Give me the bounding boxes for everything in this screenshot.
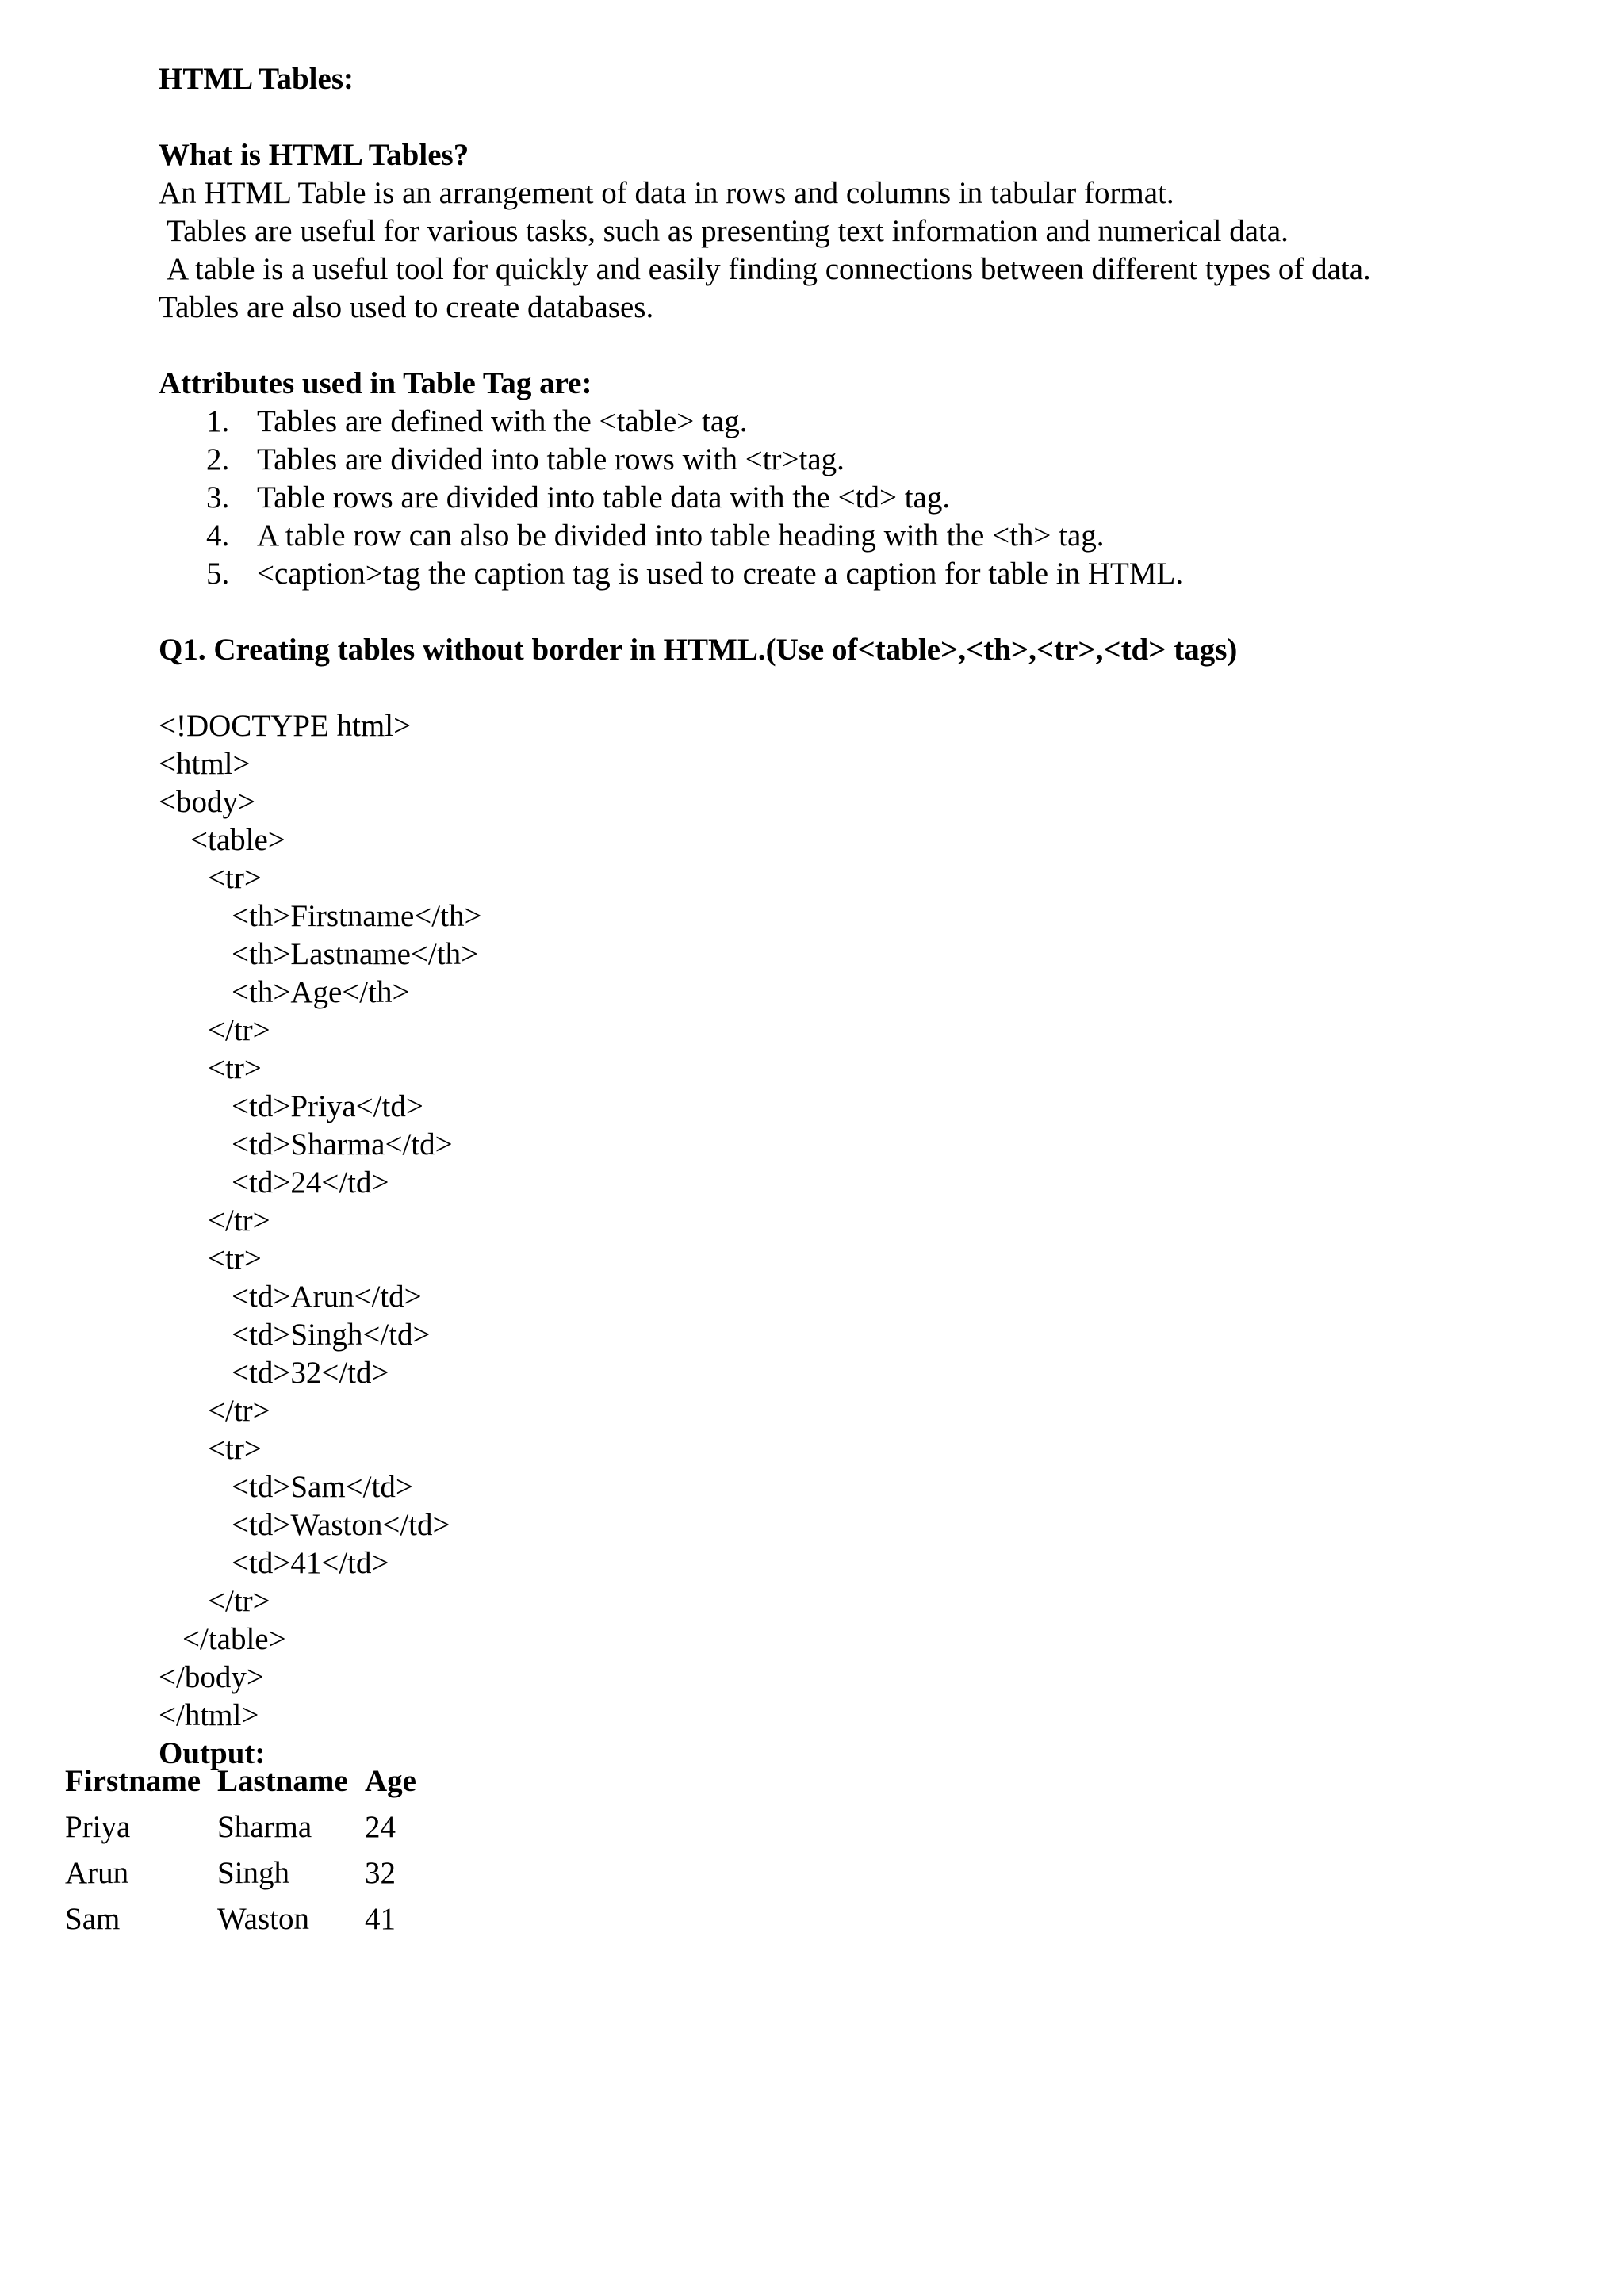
table-cell: 24 bbox=[365, 1810, 396, 1844]
code-line: <td>32</td> bbox=[232, 1356, 389, 1390]
table-cell: Waston bbox=[217, 1902, 310, 1936]
intro-line-1: An HTML Table is an arrangement of data in rows and columns in tabular format. bbox=[159, 176, 1174, 210]
code-line: </table> bbox=[182, 1622, 286, 1656]
code-line: </tr> bbox=[208, 1584, 270, 1618]
code-line: <tr> bbox=[208, 861, 262, 895]
table-header-cell: Firstname bbox=[65, 1764, 201, 1798]
table-cell: Sam bbox=[65, 1902, 121, 1936]
code-line: <tr> bbox=[208, 1432, 262, 1466]
table-cell: Sharma bbox=[217, 1810, 312, 1844]
code-line: <tr> bbox=[208, 1051, 262, 1085]
code-block bbox=[159, 707, 1570, 1735]
table-row bbox=[65, 1804, 428, 1850]
output-table bbox=[65, 1758, 428, 1942]
list-item: 3. Table rows are divided into table data with the <td> tag. bbox=[206, 480, 951, 515]
table-cell: Priya bbox=[65, 1810, 131, 1844]
list-item: 2. Tables are divided into table rows with <tr>tag. bbox=[206, 442, 845, 476]
code-line: <table> bbox=[190, 823, 285, 857]
code-line: <td>41</td> bbox=[232, 1546, 389, 1580]
table-header-row bbox=[65, 1758, 428, 1804]
table-header-cell: Age bbox=[365, 1764, 416, 1798]
code-line: <!DOCTYPE html> bbox=[159, 709, 412, 743]
code-line: </tr> bbox=[208, 1013, 270, 1047]
q1-heading: Q1. Creating tables without border in HTML.(Use of<table>,<th>,<tr>,<td> tags) bbox=[159, 633, 1238, 667]
attrs-heading: Attributes used in Table Tag are: bbox=[159, 366, 592, 400]
code-line: <td>Priya</td> bbox=[232, 1089, 423, 1123]
intro-line-2: Tables are useful for various tasks, such as presenting text information and numerical data. bbox=[167, 214, 1289, 248]
code-line: <td>Sam</td> bbox=[232, 1470, 413, 1504]
list-item: 5. <caption>tag the caption tag is used to create a caption for table in HTML. bbox=[206, 557, 1184, 591]
table-row bbox=[65, 1896, 428, 1942]
code-line: <th>Firstname</th> bbox=[232, 899, 482, 933]
table-row bbox=[65, 1850, 428, 1896]
code-line: <td>24</td> bbox=[232, 1165, 389, 1200]
table-cell: Singh bbox=[217, 1856, 290, 1890]
document bbox=[159, 60, 1570, 1773]
code-line: </tr> bbox=[208, 1203, 270, 1238]
code-line: <td>Singh</td> bbox=[232, 1318, 431, 1352]
list-item: 4. A table row can also be divided into table heading with the <th> tag. bbox=[206, 519, 1105, 553]
attrs-list bbox=[159, 403, 1570, 593]
intro-line-4: Tables are also used to create databases. bbox=[159, 290, 654, 324]
code-line: <td>Arun</td> bbox=[232, 1280, 422, 1314]
list-item: 1. Tables are defined with the <table> tag. bbox=[206, 404, 748, 438]
table-cell: Arun bbox=[65, 1856, 129, 1890]
output-label: Output: bbox=[159, 1736, 266, 1770]
code-line: </html> bbox=[159, 1698, 259, 1732]
code-line: <td>Waston</td> bbox=[232, 1508, 450, 1542]
code-line: <body> bbox=[159, 785, 255, 819]
intro-line-3: A table is a useful tool for quickly and easily finding connections between different types of data. bbox=[167, 252, 1371, 286]
code-line: </tr> bbox=[208, 1394, 270, 1428]
code-line: </body> bbox=[159, 1660, 264, 1694]
what-heading: What is HTML Tables? bbox=[159, 138, 469, 172]
code-line: <th>Lastname</th> bbox=[232, 937, 479, 971]
page-title: HTML Tables: bbox=[159, 62, 354, 96]
table-cell: 41 bbox=[365, 1902, 396, 1936]
code-line: <html> bbox=[159, 747, 251, 781]
code-line: <th>Age</th> bbox=[232, 975, 410, 1009]
code-line: <tr> bbox=[208, 1242, 262, 1276]
code-line: <td>Sharma</td> bbox=[232, 1127, 453, 1161]
table-cell: 32 bbox=[365, 1856, 396, 1890]
table-header-cell: Lastname bbox=[217, 1764, 348, 1798]
